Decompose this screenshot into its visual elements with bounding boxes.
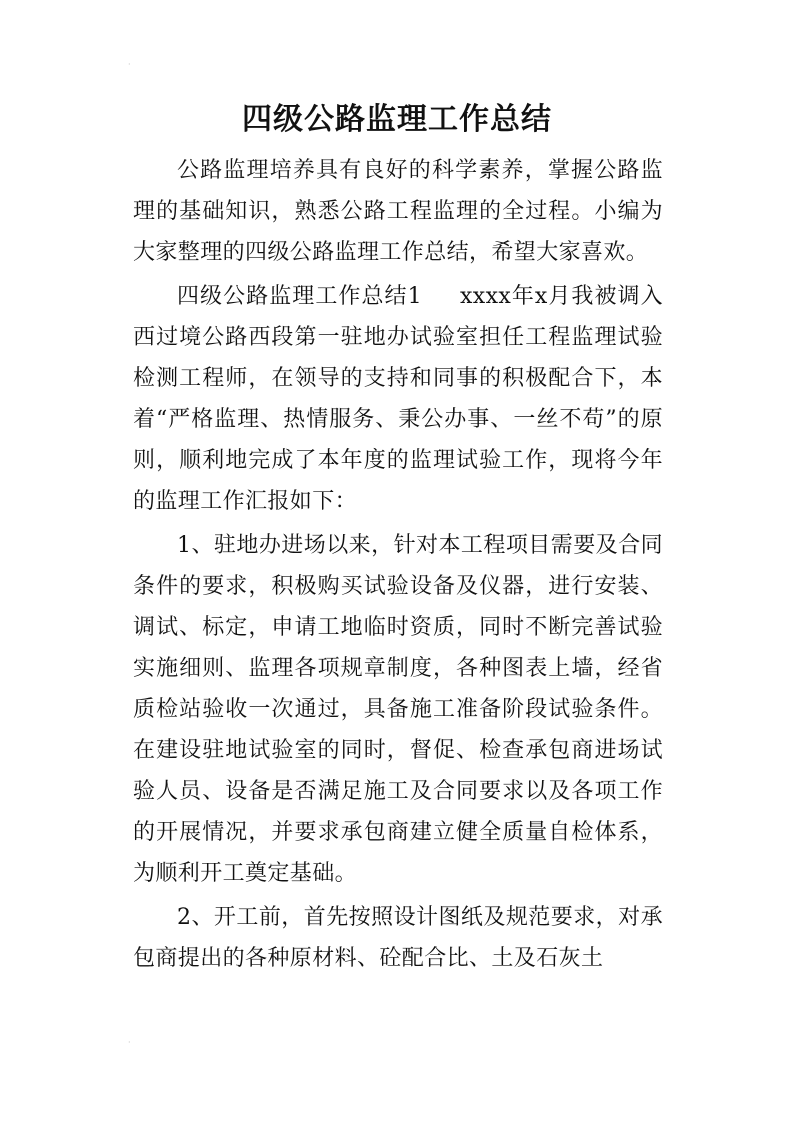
document-body [133, 150, 663, 982]
document-title: 四级公路监理工作总结 [242, 102, 552, 137]
section-paragraph [133, 276, 663, 522]
intro-paragraph: 公路监理培养具有良好的科学素养，掌握公路监理的基础知识，熟悉公路工程监理的全过程。小编为大家整理的四级公路监理工作总结，希望大家喜欢。 [133, 158, 663, 265]
item-2-paragraph: 2、开工前，首先按照设计图纸及规范要求，对承包商提出的各种原材料、砼配合比、土及石灰土 [133, 905, 663, 971]
section-heading: 四级公路监理工作总结1 [177, 284, 422, 309]
corner-mark-bottom: · [128, 1038, 131, 1047]
item-1-paragraph: 1、驻地办进场以来，针对本工程项目需要及合同条件的要求，积极购买试验设备及仪器，进行安装、调试、标定，申请工地临时资质，同时不断完善试验实施细则、监理各项规章制度，各种图表上墙，经省质检站验收一次通过，具备施工准备阶段试验条件。在建设驻地试验室的同时，督促、检查承包商进场试验人员、设备是否满足施工及合同要求以及各项工作的开展情况，并要求承包商建立健全质量自检体系，为顺利开工奠定基础。 [133, 533, 663, 886]
section-lead: xxxx年x月我被调入西过境公路西段第一驻地办试验室担任工程监理试验检测工程师，在领导的支持和同事的积极配合下，本着“严格监理、热情服务、秉公办事、一丝不苟”的原则，顺利地完成了本年度的监理试验工作，现将今年的监理工作汇报如下： [133, 284, 663, 514]
corner-mark-top: · [128, 60, 131, 69]
